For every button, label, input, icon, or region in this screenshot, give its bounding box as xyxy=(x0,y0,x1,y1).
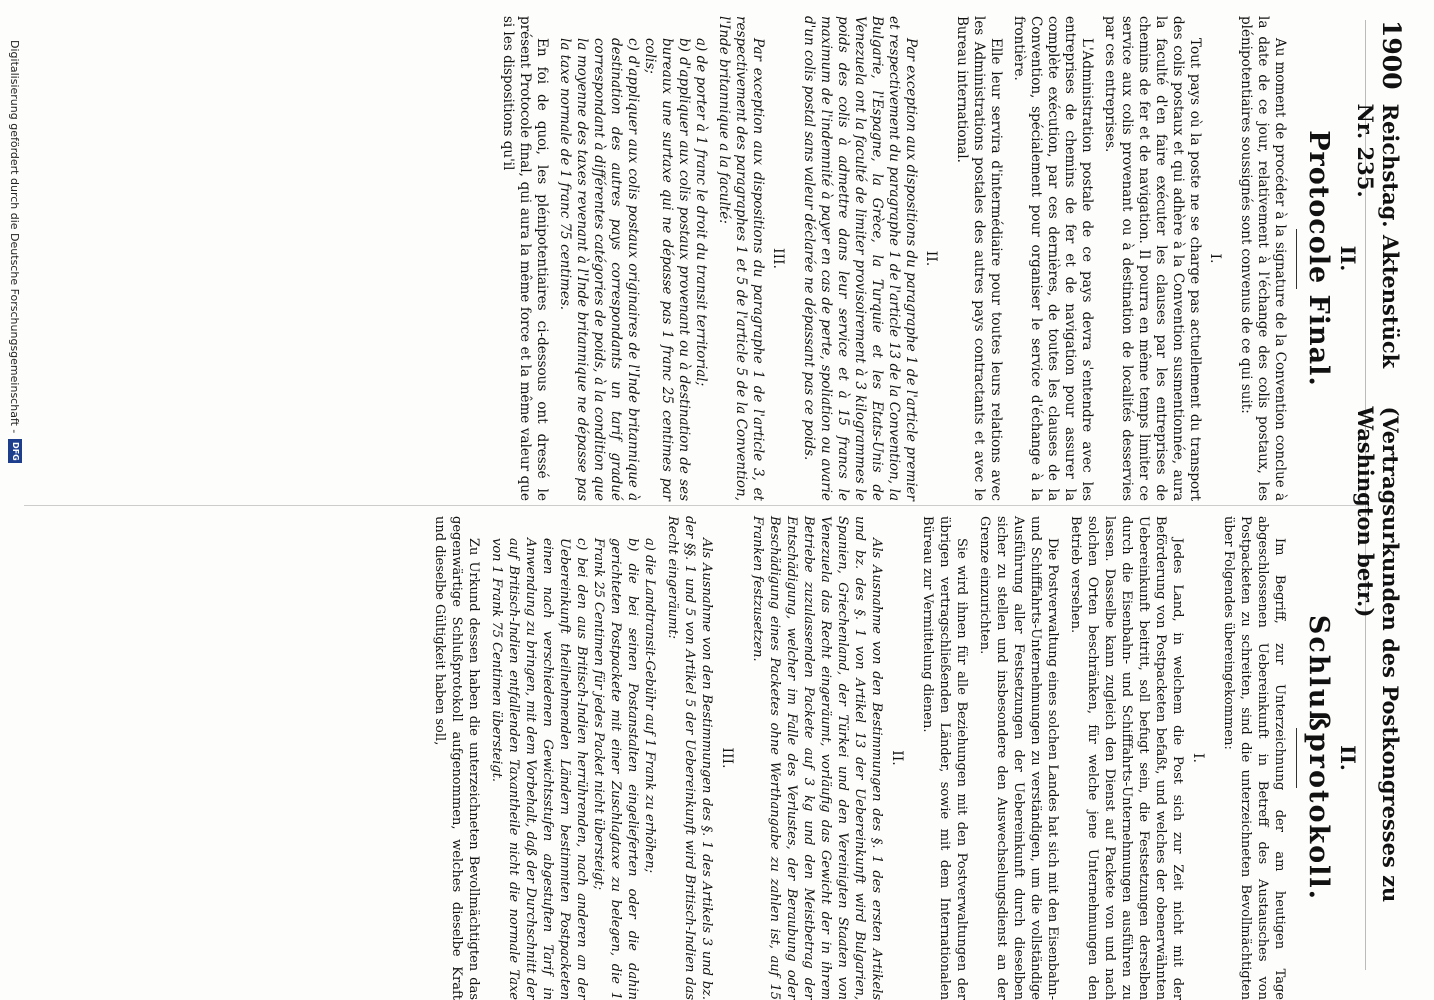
french-closing: En foi de quoi, les plénipotentiaires ci-dessous ont dressé le présent Protocole final, qui aura la même force et la même valeur que si les dispositions qu'il xyxy=(500,16,550,501)
french-intro: Au moment de procéder à la signature de la Convention conclue à la date de ce jour, relativement à l'échange des colis postaux, les plénipotentiaires soussignés sont convenus de ce qui suit: xyxy=(1238,16,1288,501)
french-article-2-para-1: Par exception aux dispositions du paragraphe 1 de l'article premier et respectivement du paragraphe 1 de l'article 13 de la Convention, la Bulgarie, l'Espagne, la Grèce, la Turquie et les Etats-Unis de Venezuela ont la faculté de limiter provisoirement à 3 kilogrammes le poids des colis à admettre dans leur service et à 15 francs le maximum de l'indemnité à payer en cas de perte, spoliation ou avarie d'un colis postal sans valeur déclarée ne dépassant pas ce poids. xyxy=(801,16,919,501)
list-item: a) die Landtransit-Gebühr auf 1 Frank zu erhöhen; xyxy=(642,538,657,873)
list-item: a) de porter à 1 franc le droit du transit territorial; xyxy=(693,38,709,387)
french-section-title: Protocole Final. xyxy=(1303,130,1334,387)
german-article-3-para-1: Als Ausnahme von den Bestimmungen des §. 1 des Artikels 3 und bz. der §§. 1 und 5 von Artikel 5 der Uebereinkunft wird Britisch-Indien das Recht eingeräumt: xyxy=(665,516,714,1000)
header-subtitle: (Vertragsurkunden des Postkongresses zu Washington betr.) xyxy=(1353,406,1403,903)
french-article-1-para-1: Tout pays où la poste ne se charge pas actuellement du transport des colis postaux et qui adhère à la Convention susmentionnée, aura la faculté d'en faire exécuter les clauses par les entreprises de chemins de fer et de navigation. Il pourra en même temps limiter ce service aux colis provenant ou à destination de localités desservies par ces entreprises. xyxy=(1102,16,1203,501)
divider-rule xyxy=(1296,728,1297,788)
list-item: b) die bei seinen Postanstalten eingelieferten oder die dahin gerichteten Postpackete mit einer Zuschlagtaxe zu belegen, die 1 Frank 25 Centimen für jedes Packet nicht übersteigt; xyxy=(591,538,640,1000)
french-article-3-number: III. xyxy=(770,247,786,270)
german-section-number: II. xyxy=(1336,745,1360,771)
german-article-3-list xyxy=(488,516,658,1000)
list-item: c) bei den aus Britisch-Indien herrührenden, nach anderen an der Uebereinkunft theilnehmenden Ländern bestimmten Postpacketen einen nach verschiedenen Gewichtsstufen abgestuften Tarif in Anwendung zu bringen, mit dem Vorbehalt, daß der Durchschnitt der auf Britisch-Indien entfallenden Taxantheile nicht die normale Taxe von 1 Frank 75 Centimen übersteigt. xyxy=(489,538,589,1000)
german-article-3-number: III. xyxy=(719,747,735,769)
german-article-1-number: I. xyxy=(1190,753,1206,763)
french-section-number: II. xyxy=(1336,245,1360,272)
header-title: Reichstag. Aktenstück Nr. 235. xyxy=(1353,103,1403,369)
french-article-3-list xyxy=(556,16,709,501)
german-section-title: Schlußprotokoll. xyxy=(1303,614,1334,902)
credit-text: Digitalisierung gefördert durch die Deutsche Forschungsgemeinschaft - xyxy=(8,40,22,434)
german-closing: Zu Urkund dessen haben die unterzeichneten Bevollmächtigten das gegenwärtige Schlußprotokoll aufgenommen, welches dieselbe Kraft und dieselbe Gültigkeit haben soll, xyxy=(432,516,481,1000)
french-article-1-number: I. xyxy=(1207,253,1223,264)
german-article-2-para-1: Als Ausnahme von den Bestimmungen des §. 1 des ersten Artikels und bz. des §. 1 von Artikel 13 der Uebereinkunft wird Bulgarien, Spanien, Griechenland, der Türkei und den Vereinigten Staaten von Venezuela das Recht eingeräumt, vorläufig das Gewicht der in ihrem Betriebe zuzulassenden Packete auf 3 kg und den Meistbetrag der Entschädigung, welcher im Falle des Verlustes, der Beraubung oder Beschädigung eines Packetes ohne Werthangabe zu zahlen ist, auf 15 Franken festzusetzen. xyxy=(750,516,884,1000)
french-article-3-para-1: Par exception aux dispositions du paragraphe 1 de l'article 3, et respectivement des paragraphes 1 et 5 de l'article 5 de la Convention, l'Inde britannique a la faculté: xyxy=(716,16,766,501)
german-article-1-para-1: Jedes Land, in welchem die Post sich zur Zeit nicht mit der Beförderung von Postpacketen befaßt, und welches der obenerwähnten Uebereinkunft beitritt, soll befugt sein, die Festsetzungen derselben durch die Eisenbahn- und Schifffahrts-Unternehmungen ausführen zu lassen. Dasselbe kann zugleich den Dienst auf Packete von und nach solchen Orten beschränken, für welche jene Unternehmungen den Betrieb versehen. xyxy=(1068,516,1185,1000)
french-article-2-number: II. xyxy=(923,250,939,267)
page-number: 1900 xyxy=(1377,20,1406,90)
list-item: c) d'appliquer aux colis postaux originaires de l'Inde britannique à destination des autres pays correspondants un tarif gradué correspondant à différentes catégories de poids, à la condition que la moyenne des taxes revenant à l'Inde britannique ne dépasse pas la taxe normale de 1 franc 75 centimes. xyxy=(557,38,641,501)
running-header xyxy=(1353,20,1406,970)
french-article-1-para-3: Elle leur servira d'intermédiaire pour toutes leurs relations avec les Administrations postales des autres pays contractants et avec le Bureau international. xyxy=(954,16,1004,501)
german-intro: Im Begriff, zur Unterzeichnung der am heutigen Tage abgeschlossenen Uebereinkunft in Betreff des Austausches von Postpacketen zu schreiten, sind die unterzeichneten Bevollmächtigten über Folgendes übereingekommen: xyxy=(1221,516,1287,1000)
german-column xyxy=(24,505,1364,1000)
french-article-1-para-2: L'Administration postale de ce pays devra s'entendre avec les entreprises de chemins de fer et de navigation pour assurer la complète exécution, par ces dernières, de toutes les clauses de la Convention, spécialement pour organiser le service d'échange à la frontière. xyxy=(1011,16,1095,501)
german-article-1-para-3: Sie wird ihnen für alle Beziehungen mit den Postverwaltungen der übrigen vertragschließenden Länder, sowie mit dem Internationalen Büreau zur Vermittelung dienen. xyxy=(920,516,969,1000)
digitization-credit xyxy=(8,40,22,960)
dfg-logo-icon: DFG xyxy=(8,439,22,463)
german-article-1-para-2: Die Postverwaltung eines solchen Landes hat sich mit den Eisenbahn- und Schifffahrts-Unternehmungen zu verständigen, um die vollständige Ausführung aller Festsetzungen der Uebereinkunft durch dieselben sicher zu stellen und insbesondere den Auswechselungsdienst an der Grenze einzurichten. xyxy=(977,516,1060,1000)
list-item: b) d'appliquer aux colis postaux provenant ou à destination de ses bureaux une surtaxe qui ne dépasse pas 1 franc 25 centimes par colis; xyxy=(642,38,692,501)
german-article-2-number: II. xyxy=(889,750,905,766)
divider-rule xyxy=(1296,229,1297,289)
french-column xyxy=(24,16,1364,511)
